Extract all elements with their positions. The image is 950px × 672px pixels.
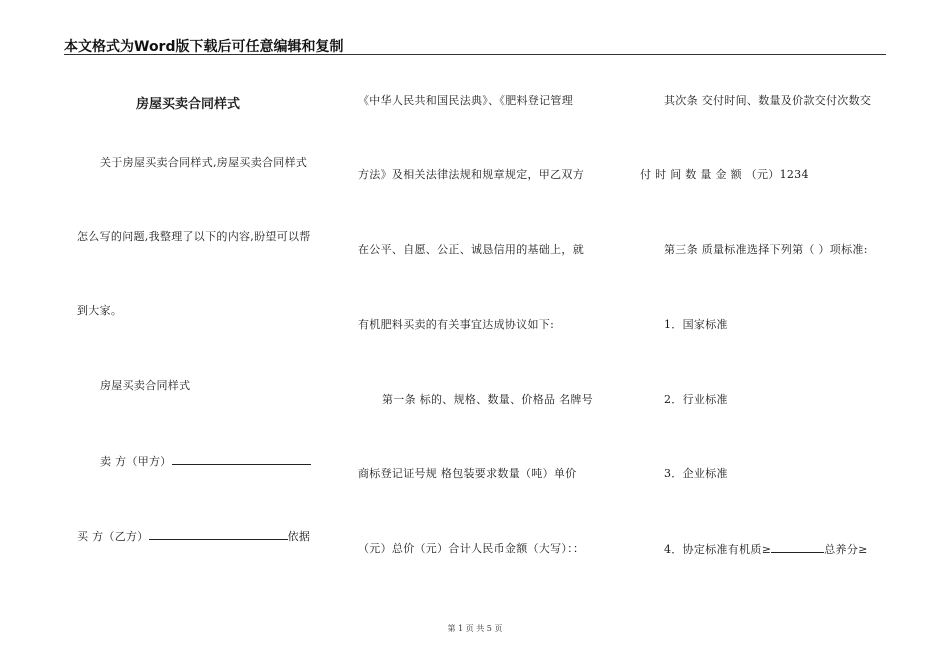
header-divider bbox=[64, 54, 886, 55]
page-number: 第 1 页 共 5 页 bbox=[447, 624, 503, 633]
col3-line-5: 2．行业标准 bbox=[664, 393, 728, 406]
col2-line-1: 《中华人民共和国民法典》、《肥料登记管理 bbox=[358, 94, 573, 107]
col3-line-7-post: 总养分≥ bbox=[824, 543, 868, 556]
col2-line-7: （元）总价（元）合计人民币金额（大写）：： bbox=[358, 542, 585, 555]
document-header: 本文格式为Word版下载后可任意编辑和复制 bbox=[64, 39, 344, 55]
seller-label: 卖 方（甲方） bbox=[100, 455, 172, 468]
col2-line-6: 商标登记证号规 格包装要求数量（吨）单价 bbox=[358, 467, 577, 480]
col2-line-3: 在公平、自愿、公正、诚恳信用的基础上，就 bbox=[358, 243, 584, 256]
col2-line-4: 有机肥料买卖的有关事宜达成协议如下: bbox=[358, 318, 555, 331]
col3-line-7-pre: 4．协定标准有机质≥ bbox=[664, 543, 772, 556]
col2-line-2: 方法》及相关法律法规和规章规定，甲乙双方 bbox=[358, 168, 584, 181]
buyer-tail: 依据 bbox=[287, 530, 311, 543]
col1-line-3: 到大家。 bbox=[77, 304, 123, 317]
col1-line-1: 关于房屋买卖合同样式,房屋买卖合同样式 bbox=[100, 156, 308, 169]
organic-matter-blank bbox=[771, 542, 824, 553]
col3-line-6: 3．企业标准 bbox=[664, 467, 728, 480]
col3-line-3: 第三条 质量标准选择下列第（ ）项标准: bbox=[664, 243, 868, 256]
col3-line-7 bbox=[664, 542, 868, 556]
col1-line-2: 怎么写的问题,我整理了以下的内容,盼望可以帮 bbox=[77, 230, 311, 243]
buyer-line bbox=[77, 529, 310, 543]
buyer-blank bbox=[149, 529, 288, 540]
col3-line-2: 付 时 间 数 量 金 额 （元）1234 bbox=[640, 168, 809, 181]
col3-line-4: 1．国家标准 bbox=[664, 318, 728, 331]
seller-line bbox=[100, 454, 311, 468]
seller-blank bbox=[172, 454, 311, 465]
document-title: 房屋买卖合同样式 bbox=[136, 97, 241, 112]
col1-line-4: 房屋买卖合同样式 bbox=[100, 379, 191, 392]
buyer-label: 买 方（乙方） bbox=[77, 530, 149, 543]
col3-line-1: 其次条 交付时间、数量及价款交付次数交 bbox=[664, 94, 872, 107]
col2-line-5: 第一条 标的、规格、数量、价格品 名牌号 bbox=[382, 393, 593, 406]
